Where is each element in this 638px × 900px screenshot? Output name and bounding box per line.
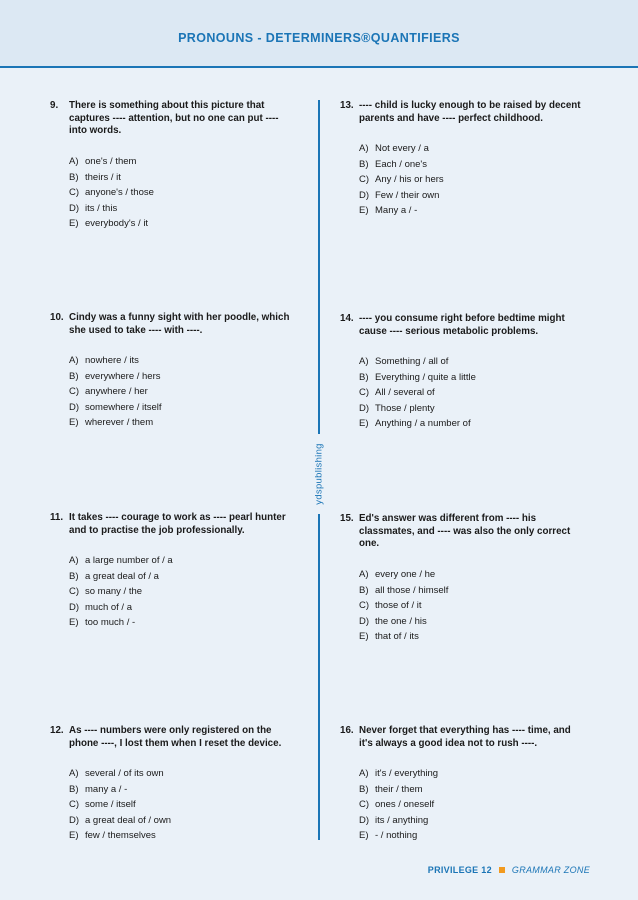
question-stem <box>340 725 585 750</box>
answer-option[interactable] <box>69 169 295 185</box>
option-text: Each / one's <box>375 158 427 170</box>
question-number: 11. <box>50 512 64 523</box>
answer-option[interactable] <box>69 600 295 616</box>
option-text: - / nothing <box>375 830 418 842</box>
option-letter: A) <box>69 355 79 367</box>
answer-options <box>340 766 585 844</box>
answer-option[interactable] <box>69 200 295 216</box>
answer-option[interactable] <box>69 353 295 369</box>
answer-options <box>50 353 295 431</box>
option-letter: A) <box>69 156 79 168</box>
answer-option[interactable] <box>359 766 585 782</box>
answer-option[interactable] <box>359 416 585 432</box>
question-number: 13. <box>340 100 354 111</box>
option-text: anywhere / her <box>85 386 148 398</box>
question-number: 15. <box>340 513 354 524</box>
option-text: its / this <box>85 202 118 214</box>
question-text: Cindy was a funny sight with her poodle, which she used to take ---- with ----. <box>69 312 290 336</box>
answer-option[interactable] <box>359 797 585 813</box>
answer-option[interactable] <box>359 629 585 645</box>
question-block <box>50 100 295 231</box>
question-stem <box>340 513 585 551</box>
question-block <box>50 725 295 844</box>
answer-option[interactable] <box>359 582 585 598</box>
question-text: It takes ---- courage to work as ---- pearl hunter and to practise the job professionally. <box>69 512 286 536</box>
question-number: 10. <box>50 312 64 323</box>
option-text: some / itself <box>85 799 136 811</box>
option-letter: D) <box>69 814 80 826</box>
option-text: its / anything <box>375 814 429 826</box>
option-letter: E) <box>69 617 79 629</box>
question-text: Ed's answer was different from ---- his classmates, and ---- was also the only correct one. <box>359 513 571 550</box>
question-text: As ---- numbers were only registered on the phone ----, I lost them when I reset the device. <box>69 725 282 749</box>
answer-option[interactable] <box>69 615 295 631</box>
option-letter: B) <box>359 584 369 596</box>
option-letter: D) <box>69 202 80 214</box>
publisher-side-text: ydspublishing <box>313 443 325 505</box>
option-letter: E) <box>69 218 79 230</box>
option-letter: D) <box>359 189 370 201</box>
answer-option[interactable] <box>69 797 295 813</box>
footer-square-icon <box>499 867 505 873</box>
option-text: few / themselves <box>85 830 156 842</box>
option-letter: B) <box>69 783 79 795</box>
footer <box>428 865 590 875</box>
answer-options <box>340 354 585 432</box>
answer-option[interactable] <box>359 828 585 844</box>
footer-zone: GRAMMAR ZONE <box>511 865 590 875</box>
option-text: Few / their own <box>375 189 440 201</box>
answer-options <box>340 141 585 219</box>
option-text: a great deal of / a <box>85 570 159 582</box>
footer-brand: PRIVILEGE 12 <box>427 865 492 875</box>
answer-option[interactable] <box>69 828 295 844</box>
answer-option[interactable] <box>359 567 585 583</box>
answer-option[interactable] <box>359 157 585 173</box>
option-text: Those / plenty <box>375 402 435 414</box>
question-stem <box>50 312 295 337</box>
answer-option[interactable] <box>359 813 585 829</box>
option-text: All / several of <box>375 387 435 399</box>
option-text: that of / its <box>375 631 419 643</box>
question-text: There is something about this picture that captures ---- attention, but no one can put ---- into words. <box>69 100 279 137</box>
question-block <box>340 725 585 844</box>
option-letter: D) <box>359 402 370 414</box>
answer-option[interactable] <box>359 782 585 798</box>
option-text: every one / he <box>375 569 436 581</box>
option-letter: A) <box>359 143 369 155</box>
option-letter: B) <box>69 370 79 382</box>
question-stem <box>50 512 295 537</box>
option-letter: C) <box>69 187 80 199</box>
answer-option[interactable] <box>359 141 585 157</box>
answer-options <box>50 154 295 232</box>
option-text: Any / his or hers <box>375 174 444 186</box>
answer-option[interactable] <box>359 401 585 417</box>
option-text: many a / - <box>85 783 128 795</box>
question-block <box>340 513 585 644</box>
page-title: PRONOUNS - DETERMINERS®QUANTIFIERS <box>178 31 460 45</box>
question-number: 9. <box>50 100 59 111</box>
option-text: too much / - <box>85 617 136 629</box>
option-text: a great deal of / own <box>85 814 172 826</box>
option-letter: B) <box>359 371 369 383</box>
question-stem <box>340 100 585 125</box>
option-text: Many a / - <box>375 205 418 217</box>
option-text: Anything / a number of <box>375 418 471 430</box>
option-letter: C) <box>359 799 370 811</box>
option-text: anyone's / those <box>85 187 154 199</box>
option-letter: C) <box>69 586 80 598</box>
answer-option[interactable] <box>69 369 295 385</box>
answer-option[interactable] <box>69 782 295 798</box>
option-text: wherever / them <box>85 417 154 429</box>
answer-option[interactable] <box>359 385 585 401</box>
option-letter: A) <box>359 356 369 368</box>
option-text: all those / himself <box>375 584 449 596</box>
option-letter: E) <box>359 418 369 430</box>
question-block <box>340 100 585 219</box>
answer-options <box>340 567 585 645</box>
option-letter: E) <box>359 830 369 842</box>
answer-option[interactable] <box>69 154 295 170</box>
answer-option[interactable] <box>69 384 295 400</box>
option-letter: C) <box>359 387 370 399</box>
option-letter: D) <box>359 615 370 627</box>
question-block <box>50 312 295 431</box>
option-text: everywhere / hers <box>85 370 161 382</box>
answer-option[interactable] <box>69 813 295 829</box>
option-letter: C) <box>69 386 80 398</box>
option-letter: B) <box>359 783 369 795</box>
option-letter: A) <box>69 555 79 567</box>
question-stem <box>340 313 585 338</box>
question-block <box>50 512 295 631</box>
answer-option[interactable] <box>69 216 295 232</box>
answer-option[interactable] <box>359 613 585 629</box>
option-text: somewhere / itself <box>85 401 162 413</box>
option-text: it's / everything <box>375 768 439 780</box>
option-letter: D) <box>69 401 80 413</box>
option-letter: C) <box>359 174 370 186</box>
option-text: Something / all of <box>375 356 449 368</box>
option-text: those of / it <box>375 600 422 612</box>
answer-option[interactable] <box>69 569 295 585</box>
option-letter: E) <box>359 205 369 217</box>
option-text: everybody's / it <box>85 218 149 230</box>
option-text: Not every / a <box>375 143 429 155</box>
question-text: ---- you consume right before bedtime might cause ---- serious metabolic problems. <box>359 313 565 337</box>
question-number: 16. <box>340 725 354 736</box>
question-stem <box>50 100 295 138</box>
option-letter: B) <box>69 570 79 582</box>
option-letter: E) <box>359 631 369 643</box>
answer-option[interactable] <box>359 354 585 370</box>
answer-option[interactable] <box>359 370 585 386</box>
answer-option[interactable] <box>69 766 295 782</box>
option-letter: E) <box>69 417 79 429</box>
answer-option[interactable] <box>69 415 295 431</box>
option-letter: C) <box>359 600 370 612</box>
option-text: several / of its own <box>85 768 164 780</box>
answer-option[interactable] <box>359 598 585 614</box>
option-text: nowhere / its <box>85 355 139 367</box>
option-text: theirs / it <box>85 171 121 183</box>
option-text: ones / oneself <box>375 799 435 811</box>
answer-option[interactable] <box>359 172 585 188</box>
answer-options <box>50 766 295 844</box>
option-letter: A) <box>359 768 369 780</box>
option-text: Everything / quite a little <box>375 371 476 383</box>
question-stem <box>50 725 295 750</box>
answer-options <box>50 553 295 631</box>
answer-option[interactable] <box>359 188 585 204</box>
option-letter: A) <box>69 768 79 780</box>
question-block <box>340 313 585 432</box>
option-text: so many / the <box>85 586 143 598</box>
option-text: much of / a <box>85 601 132 613</box>
option-letter: A) <box>359 569 369 581</box>
option-letter: D) <box>69 601 80 613</box>
option-letter: D) <box>359 814 370 826</box>
answer-option[interactable] <box>69 584 295 600</box>
question-text: Never forget that everything has ---- time, and it's always a good idea not to rush ----. <box>359 725 571 749</box>
answer-option[interactable] <box>69 400 295 416</box>
option-letter: C) <box>69 799 80 811</box>
option-text: a large number of / a <box>85 555 173 567</box>
question-text: ---- child is lucky enough to be raised by decent parents and have ---- perfect childhood. <box>359 100 581 124</box>
option-letter: B) <box>69 171 79 183</box>
answer-option[interactable] <box>69 185 295 201</box>
answer-option[interactable] <box>359 203 585 219</box>
option-text: their / them <box>375 783 423 795</box>
question-number: 12. <box>50 725 64 736</box>
question-number: 14. <box>340 313 354 324</box>
option-text: the one / his <box>375 615 427 627</box>
option-letter: E) <box>69 830 79 842</box>
answer-option[interactable] <box>69 553 295 569</box>
option-text: one's / them <box>85 156 137 168</box>
option-letter: B) <box>359 158 369 170</box>
